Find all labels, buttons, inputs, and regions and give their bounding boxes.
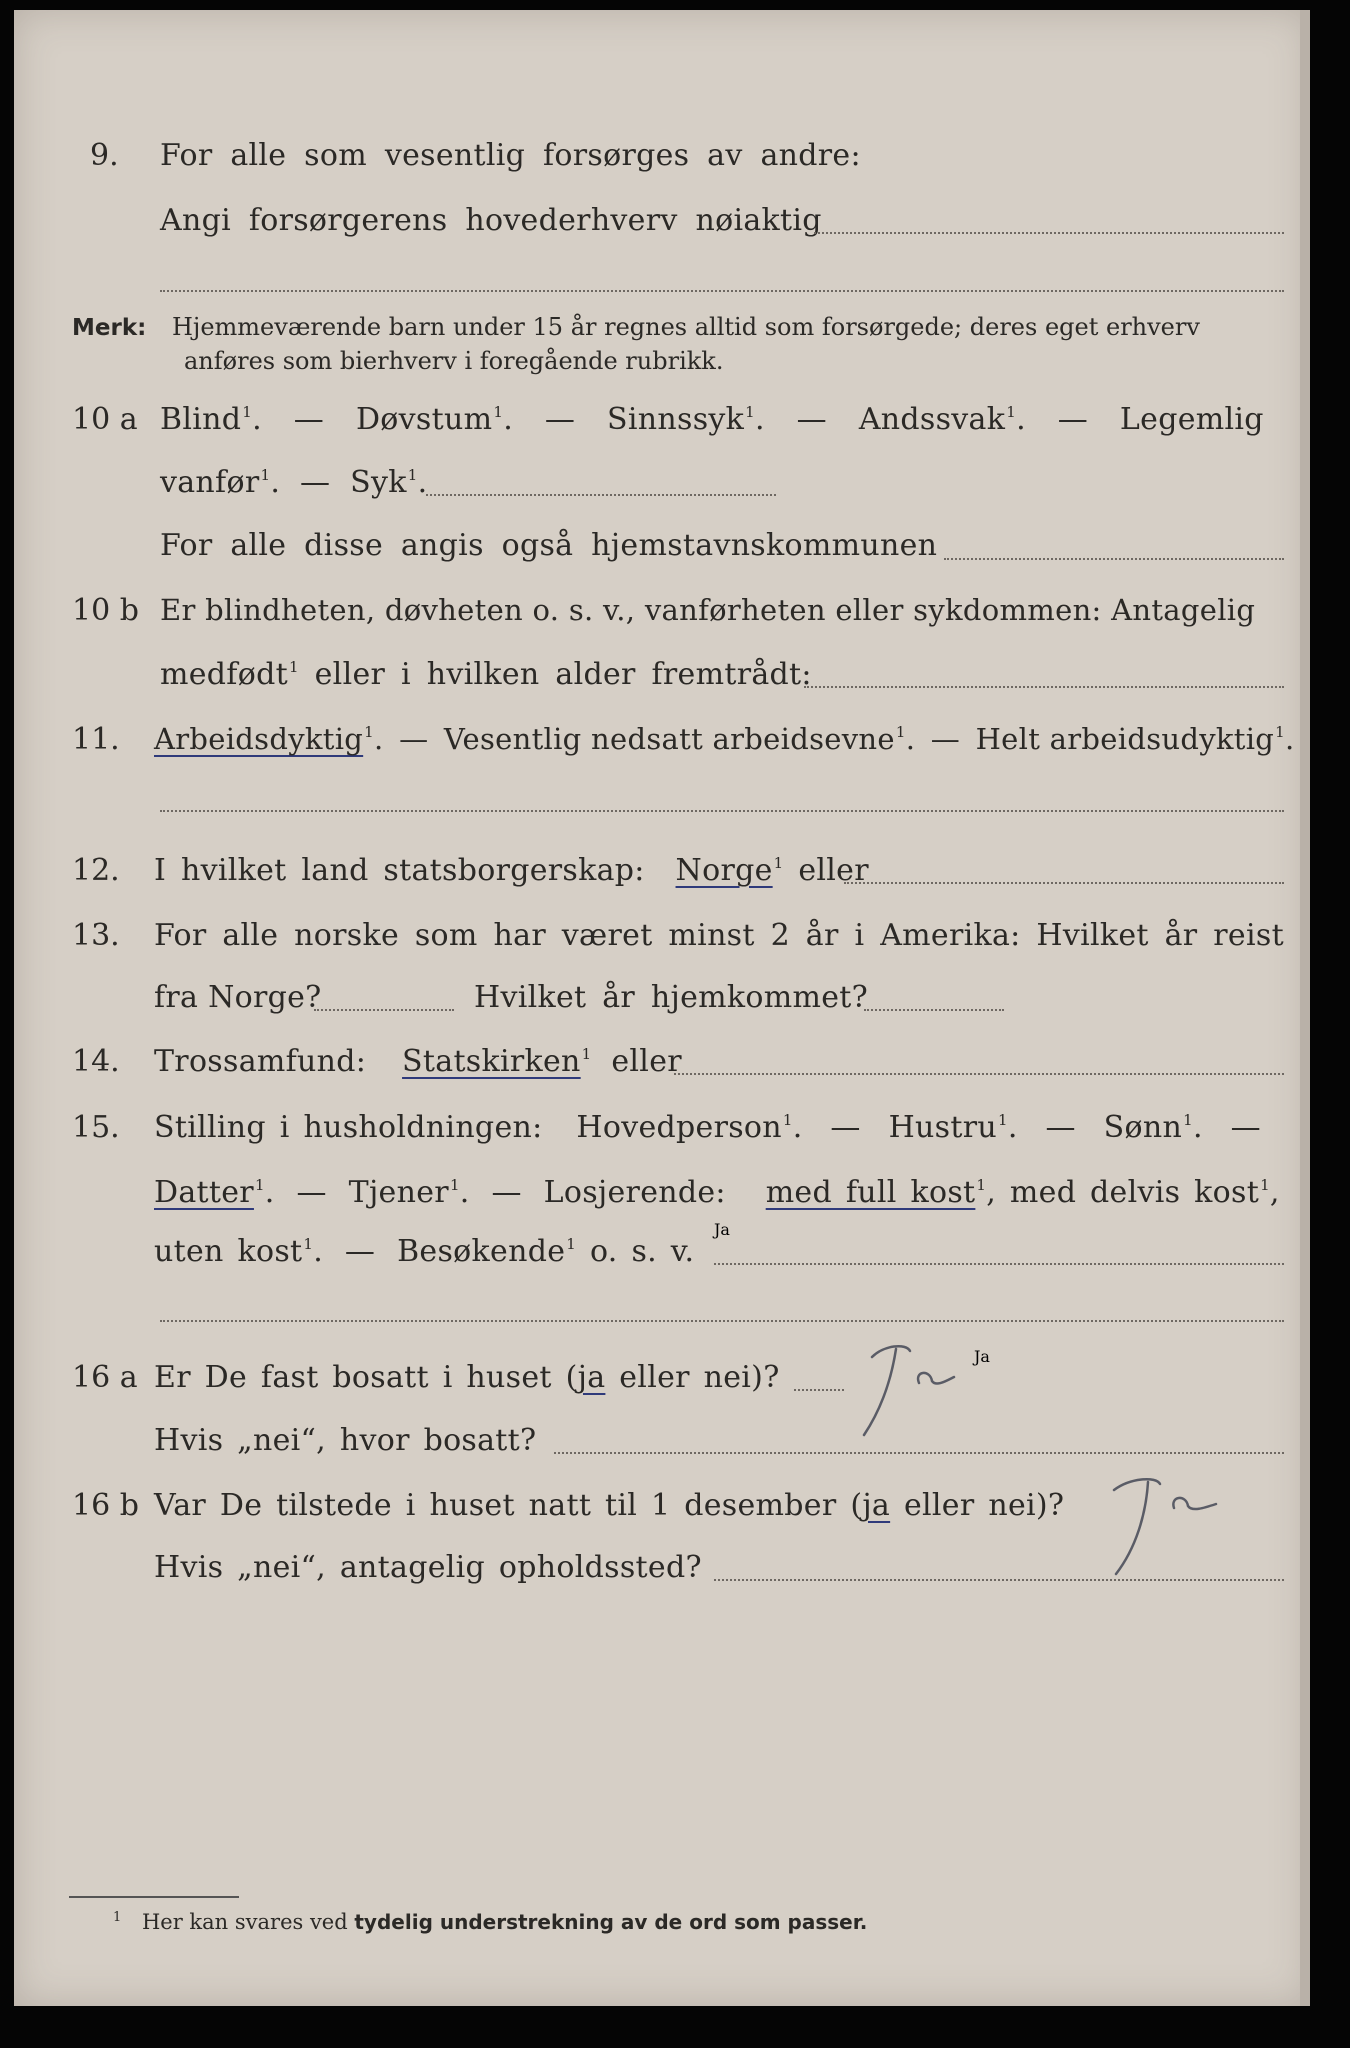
opt-syk[interactable]: Syk bbox=[350, 465, 407, 500]
q16a-bosatt-line[interactable] bbox=[554, 1452, 1284, 1454]
q9-line2: Angi forsørgerens hovederhverv nøiaktig bbox=[160, 203, 822, 238]
q14-text: Trossamfund: bbox=[154, 1044, 367, 1079]
q11-line: Arbeidsdyktig$^1$. — Vesentlig nedsatt arbeidsevne$^1$. — Helt arbeidsudyktig$^1$. bbox=[154, 722, 1295, 756]
opt-sonn[interactable]: Sønn bbox=[1103, 1110, 1183, 1145]
q9-number: 9. bbox=[90, 138, 119, 173]
q11-number: 11. bbox=[72, 722, 120, 757]
q16b-text-b: eller nei)? bbox=[890, 1488, 1065, 1523]
q9-line1: For alle som vesentlig forsørges av andre: bbox=[160, 138, 861, 173]
q15-answer-line-2[interactable] bbox=[160, 1320, 1284, 1322]
q15-line1: Stilling i husholdningen: Hovedperson$^1$. — Hustru$^1$. — Sønn$^1$. — bbox=[154, 1110, 1261, 1145]
footnote-pre: Her kan svares ved bbox=[141, 1910, 348, 1934]
q16a-number: 16 a bbox=[72, 1360, 138, 1395]
opt-ja-16b[interactable]: ja bbox=[862, 1488, 891, 1523]
q10a-syk-line[interactable] bbox=[426, 494, 776, 496]
q16b-answer-line[interactable] bbox=[714, 1579, 1284, 1581]
q16b-line1 bbox=[154, 1488, 1064, 1523]
q10b-line2: medfødt$^1$ eller i hvilken alder fremtrådt: bbox=[160, 657, 812, 692]
q16a-answer-text: Ja bbox=[714, 1220, 730, 1239]
opt-datter[interactable]: Datter bbox=[154, 1175, 254, 1210]
q11-answer-line[interactable] bbox=[160, 810, 1284, 812]
q10a-line2: vanfør$^1$. — Syk$^1$. bbox=[160, 465, 428, 500]
merk-label: Merk: bbox=[72, 315, 147, 341]
q10a-number: 10 a bbox=[72, 402, 138, 437]
q10b-number: 10 b bbox=[72, 593, 139, 628]
q16b-text-a: Var De tilstede i huset natt til 1 desember ( bbox=[154, 1488, 863, 1523]
q13-hjem-line[interactable] bbox=[864, 1009, 1004, 1011]
q16a-line2: Hvis „nei“, hvor bosatt? bbox=[154, 1423, 537, 1458]
q12-line: I hvilket land statsborgerskap: Norge$^1$ eller bbox=[154, 853, 869, 888]
q14-line: Trossamfund: Statskirken$^1$ eller bbox=[154, 1044, 682, 1079]
opt-losjerende[interactable]: Losjerende: bbox=[543, 1175, 726, 1210]
opt-arbeidsdyktig[interactable]: Arbeidsdyktig bbox=[154, 722, 364, 756]
footnote-mark: 1 bbox=[113, 1910, 122, 1925]
opt-tjener[interactable]: Tjener bbox=[348, 1175, 449, 1210]
q13-fra-line[interactable] bbox=[314, 1009, 454, 1011]
form-page bbox=[14, 10, 1310, 2006]
q13-hjem: Hvilket år hjemkommet? bbox=[474, 980, 869, 1015]
opt-med-full-kost[interactable]: med full kost bbox=[765, 1175, 976, 1210]
q15-answer-line[interactable] bbox=[714, 1263, 1284, 1265]
opt-medfodt[interactable]: medfødt bbox=[160, 657, 288, 692]
opt-blind[interactable]: Blind bbox=[160, 402, 242, 437]
opt-sinnssyk[interactable]: Sinnssyk bbox=[607, 402, 745, 437]
q14-answer-line[interactable] bbox=[674, 1073, 1284, 1075]
merk-note bbox=[72, 310, 1200, 345]
opt-statskirken[interactable]: Statskirken bbox=[402, 1044, 581, 1079]
q15-number: 15. bbox=[72, 1110, 120, 1145]
opt-hustru[interactable]: Hustru bbox=[888, 1110, 997, 1145]
q10a-line3: For alle disse angis også hjemstavnskommunen bbox=[160, 528, 938, 563]
opt-hovedperson[interactable]: Hovedperson bbox=[576, 1110, 782, 1145]
opt-dovstum[interactable]: Døvstum bbox=[355, 402, 493, 437]
q16a-line1 bbox=[154, 1360, 780, 1395]
q10b-answer-line[interactable] bbox=[804, 686, 1284, 688]
q10b-line2-rest: eller i hvilken alder fremtrådt: bbox=[314, 657, 812, 692]
q15-osv: o. s. v. bbox=[589, 1234, 695, 1269]
q9-answer-line[interactable] bbox=[814, 232, 1284, 234]
footnote bbox=[112, 1910, 867, 1934]
q10a-answer-line[interactable] bbox=[944, 558, 1284, 560]
q16b-number: 16 b bbox=[72, 1488, 139, 1523]
q10a-line1: Blind$^1$. — Døvstum$^1$. — Sinnssyk$^1$. — Andssvak$^1$. — Legemlig bbox=[160, 402, 1264, 437]
q16a-handwritten-ja bbox=[714, 1220, 964, 1445]
opt-norge[interactable]: Norge bbox=[675, 853, 773, 888]
footnote-bold: tydelig understrekning av de ord som passer. bbox=[354, 1910, 868, 1934]
q13-line1: For alle norske som har været minst 2 år i Amerika: Hvilket år reist bbox=[154, 918, 1284, 953]
q12-eller: eller bbox=[798, 853, 869, 888]
q9-answer-line-2[interactable] bbox=[160, 290, 1284, 292]
q14-number: 14. bbox=[72, 1044, 120, 1079]
merk-line1: Hjemmeværende barn under 15 år regnes alltid som forsørgede; deres eget erhverv bbox=[171, 313, 1200, 341]
q16b-answer-text: Ja bbox=[974, 1347, 990, 1366]
q16a-text-b: eller nei)? bbox=[605, 1360, 780, 1395]
q16b-line2: Hvis „nei“, antagelig opholdssted? bbox=[154, 1550, 702, 1585]
q13-fra: fra Norge? bbox=[154, 980, 322, 1015]
opt-andssvak[interactable]: Andssvak bbox=[858, 402, 1006, 437]
q12-answer-line[interactable] bbox=[844, 882, 1284, 884]
page-edge bbox=[1300, 10, 1310, 2006]
opt-ja-16a[interactable]: ja bbox=[577, 1360, 606, 1395]
opt-udyktig[interactable]: Helt arbeidsudyktig bbox=[975, 722, 1275, 756]
q16a-text-a: Er De fast bosatt i huset ( bbox=[154, 1360, 578, 1395]
q12-text: I hvilket land statsborgerskap: bbox=[154, 853, 645, 888]
q15-line3: uten kost$^1$. — Besøkende$^1$ o. s. v. bbox=[154, 1234, 695, 1269]
footnote-rule bbox=[69, 1896, 239, 1898]
merk-line2: anføres som bierhverv i foregående rubrikk. bbox=[184, 347, 724, 375]
opt-delvis-kost[interactable]: med delvis kost bbox=[1009, 1175, 1260, 1210]
q10b-line1: Er blindheten, døvheten o. s. v., vanførheten eller sykdommen: Antagelig bbox=[160, 593, 1256, 627]
opt-vanfor[interactable]: vanfør bbox=[160, 465, 260, 500]
q14-eller: eller bbox=[611, 1044, 682, 1079]
opt-besokende[interactable]: Besøkende bbox=[397, 1234, 566, 1269]
opt-nedsatt[interactable]: Vesentlig nedsatt arbeidsevne bbox=[443, 722, 895, 756]
opt-uten-kost[interactable]: uten kost bbox=[154, 1234, 303, 1269]
q13-number: 13. bbox=[72, 918, 120, 953]
opt-legemlig[interactable]: Legemlig bbox=[1119, 402, 1264, 437]
q15-line2: Datter$^1$. — Tjener$^1$. — Losjerende: med full kost$^1$, med delvis kost$^1$, bbox=[154, 1175, 1280, 1210]
q12-number: 12. bbox=[72, 853, 120, 888]
q15-text: Stilling i husholdningen: bbox=[154, 1110, 543, 1145]
